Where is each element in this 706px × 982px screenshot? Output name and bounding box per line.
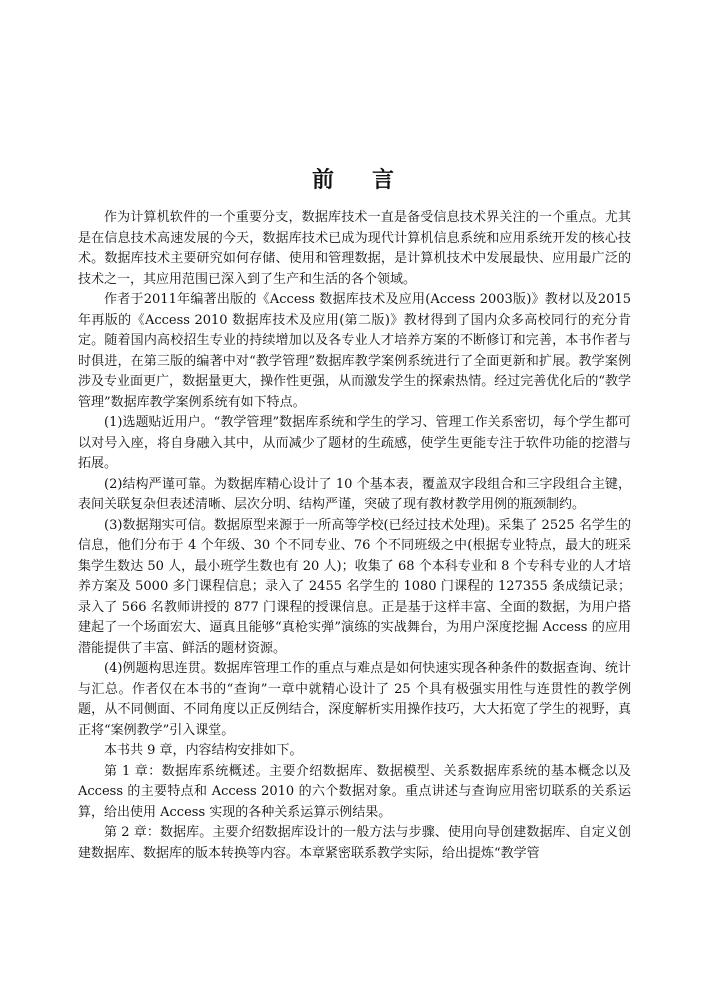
preface-body [78,208,631,864]
paragraph: 本书共 9 章，内容结构安排如下。 [104,743,303,758]
page-title: 前言 [311,168,432,193]
paragraph: (4)例题构思连贯。数据库管理工作的重点与难点是如何快速实现各种条件的数据查询、统计与汇总。作者仅在本书的“查询”一章中就精心设计了 25 个具有极强实用性与连贯性的教学例题，从不同侧面、不同角度以正反例结合，深度解析实用操作技巧，大大拓宽了学生的视野，真正将“案例教学”引入课堂。 [78,661,631,738]
paragraph: (2)结构严谨可靠。为数据库精心设计了 10 个基本表，覆盖双字段组合和三字段组合主键，表间关联复杂但表述清晰、层次分明、结构严谨，突破了现有教材教学用例的瓶颈制约。 [78,476,631,512]
paragraph: 第 2 章：数据库。主要介绍数据库设计的一般方法与步骤、使用向导创建数据库、自定义创建数据库、数据库的版本转换等内容。本章紧密联系教学实际，给出提炼“教学管 [78,825,631,861]
paragraph: 作者于2011年编著出版的《Access 数据库技术及应用(Access 2003版)》教材以及2015年再版的《Access 2010 数据库技术及应用(第二版)》教材得到了国内众多高校同行的充分肯定。随着国内高校招生专业的持续增加以及各专业人才培养方案的不断修订和完善，本书作者与时俱进，在第三版的编著中对“教学管理”数据库教学案例系统进行了全面更新和扩展。教学案例涉及专业面更广，数据量更大，操作性更强，从而激发学生的探索热情。经过完善优化后的“教学管理”数据库教学案例系统有如下特点。 [78,292,631,410]
paragraph: (3)数据翔实可信。数据原型来源于一所高等学校(已经过技术处理)。采集了 2525 名学生的信息，他们分布于 4 个年级、30 个不同专业、76 个不同班级之中(根据专业特点，最大的班采集学生数达 50 人，最小班学生数也有 20 人)；收集了 68 个本科专业和 8 个专科专业的人才培养方案及 5000 多门课程信息；录入了 2455 名学生的 1080 门课程的 127355 条成绩记录；录入了 566 名教师讲授的 877 门课程的授课信息。正是基于这样丰富、全面的数据，为用户搭建起了一个场面宏大、逼真且能够“真枪实弹”演练的实战舞台，为用户深度挖掘 Access 的应用潜能提供了丰富、鲜活的题材资源。 [78,517,631,656]
paragraph: 第 1 章：数据库系统概述。主要介绍数据库、数据模型、关系数据库系统的基本概念以及 Access 的主要特点和 Access 2010 的六个数据对象。重点讲述与查询应用密切联系的关系运算，给出使用 Access 实现的各种关系运算示例结果。 [78,763,631,820]
paragraph: 作为计算机软件的一个重要分支，数据库技术一直是备受信息技术界关注的一个重点。尤其是在信息技术高速发展的今天，数据库技术已成为现代计算机信息系统和应用系统开发的核心技术。数据库技术主要研究如何存储、使用和管理数据，是计算机技术中发展最快、应用最广泛的技术之一，其应用范围已深入到了生产和生活的各个领域。 [78,210,631,287]
paragraph: (1)选题贴近用户。“教学管理”数据库系统和学生的学习、管理工作关系密切，每个学生都可以对号入座，将自身融入其中，从而减少了题材的生疏感，使学生更能专注于软件功能的挖潜与拓展。 [78,415,631,471]
